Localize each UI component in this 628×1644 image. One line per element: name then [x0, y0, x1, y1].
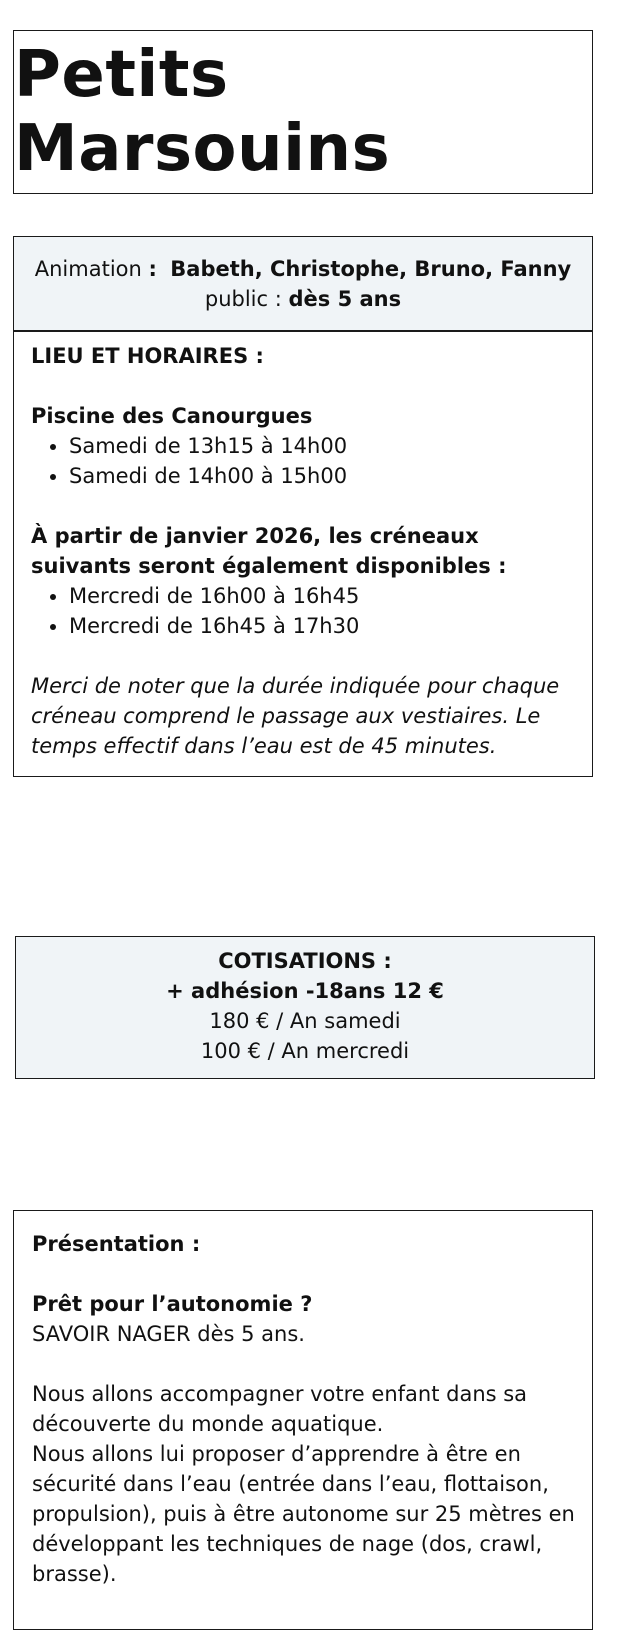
public-label: public :: [204, 287, 282, 311]
presentation-paragraph: Nous allons lui proposer d’apprendre à être en sécurité dans l’eau (entrée dans l’eau, flottaison, propulsion), puis à être autonome sur 25 mètres en développant les techniques de nage (dos, crawl, brasse).: [32, 1442, 575, 1586]
public-line: [14, 284, 592, 314]
animation-box: [13, 236, 593, 332]
presentation-subheading: Prêt pour l’autonomie ?: [32, 1292, 313, 1316]
animation-line: [14, 254, 592, 284]
schedule-box: [13, 330, 593, 777]
presentation-paragraph: Nous allons accompagner votre enfant dans sa découverte du monde aquatique.: [32, 1382, 528, 1436]
wednesday-fee: 100 € / An mercredi: [200, 1039, 410, 1063]
pool-name: Piscine des Canourgues: [31, 404, 313, 428]
animation-names: Babeth, Christophe, Bruno, Fanny: [170, 257, 572, 281]
saturday-slot-list: [31, 431, 576, 491]
slot-item: • Samedi de 13h15 à 14h00: [69, 431, 576, 461]
new-slots-heading: À partir de janvier 2026, les créneaux suivants seront également disponibles :: [31, 524, 507, 578]
saturday-fee: 180 € / An samedi: [209, 1009, 401, 1033]
slot-item: • Mercredi de 16h45 à 17h30: [69, 611, 576, 641]
presentation-tagline: SAVOIR NAGER dès 5 ans.: [32, 1322, 305, 1346]
slot-item: • Mercredi de 16h00 à 16h45: [69, 581, 576, 611]
fees-box: [15, 936, 595, 1079]
public-value: dès 5 ans: [288, 287, 402, 311]
animation-separator: :: [148, 257, 157, 281]
membership-fee: + adhésion -18ans 12 €: [166, 979, 444, 1003]
wednesday-slot-list: [31, 581, 576, 641]
slot-item: • Samedi de 14h00 à 15h00: [69, 461, 576, 491]
title-box: [13, 30, 593, 194]
fees-heading: COTISATIONS :: [218, 949, 392, 973]
presentation-heading: Présentation :: [32, 1232, 201, 1256]
schedule-heading: LIEU ET HORAIRES :: [31, 344, 264, 368]
animation-label: Animation: [34, 257, 142, 281]
presentation-box: [13, 1210, 593, 1630]
page-title: Petits Marsouins: [14, 38, 391, 186]
duration-note: Merci de noter que la durée indiquée pour chaque créneau comprend le passage aux vestiaires. Le temps effectif dans l’eau est de 45 minutes.: [31, 674, 560, 758]
